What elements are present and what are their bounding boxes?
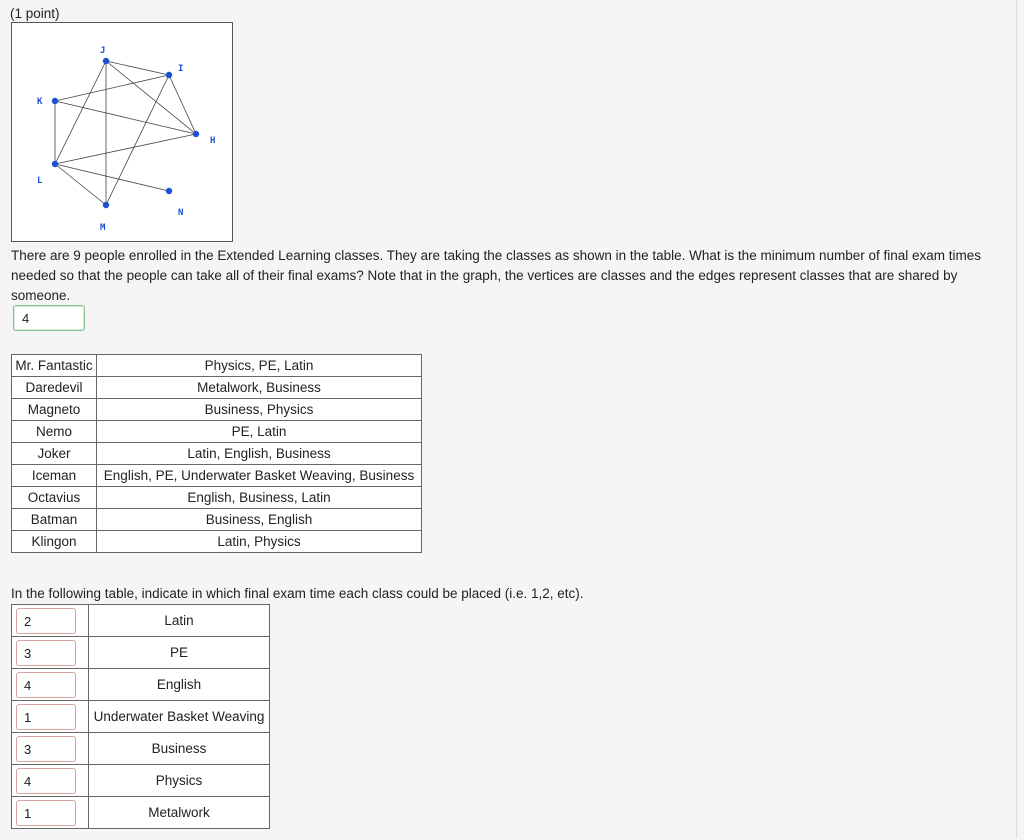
exam-time-input[interactable]: 1 xyxy=(16,704,76,730)
graph-vertex-K xyxy=(52,98,58,104)
table-row xyxy=(12,465,422,487)
person-classes: English, PE, Underwater Basket Weaving, Business xyxy=(97,465,422,487)
table-row xyxy=(12,605,270,637)
graph-vertex-M xyxy=(103,202,109,208)
table-row xyxy=(12,355,422,377)
graph-edge-J-I xyxy=(106,61,169,75)
graph-vertex-label: N xyxy=(178,208,184,218)
exam-time-cell xyxy=(12,669,89,701)
graph-vertex-label: K xyxy=(37,97,43,107)
exam-time-input[interactable]: 4 xyxy=(16,768,76,794)
table-row xyxy=(12,797,270,829)
person-name: Klingon xyxy=(12,531,97,553)
exam-time-cell xyxy=(12,765,89,797)
person-classes: Business, Physics xyxy=(97,399,422,421)
table-row xyxy=(12,531,422,553)
table-row xyxy=(12,669,270,701)
class-name: Underwater Basket Weaving xyxy=(89,701,270,733)
person-name: Octavius xyxy=(12,487,97,509)
person-name: Magneto xyxy=(12,399,97,421)
class-name: Physics xyxy=(89,765,270,797)
exam-time-cell xyxy=(12,797,89,829)
graph-edge-K-H xyxy=(55,101,196,134)
person-name: Mr. Fantastic xyxy=(12,355,97,377)
points-label: (1 point) xyxy=(10,6,60,21)
table-row xyxy=(12,421,422,443)
exam-time-input[interactable]: 3 xyxy=(16,640,76,666)
graph-vertex-N xyxy=(166,188,172,194)
graph-vertex-label: I xyxy=(178,64,184,74)
question-text: There are 9 people enrolled in the Extended Learning classes. They are taking the classes as shown in the table. What is the minimum number of final exam times needed so that the people can take all of their final exams? Note that in the graph, the vertices are classes and the edges represent classes that are shared by someone. xyxy=(11,248,982,303)
class-name: Metalwork xyxy=(89,797,270,829)
class-name: Latin xyxy=(89,605,270,637)
graph-edge-L-H xyxy=(55,134,196,164)
graph-vertex-label: M xyxy=(100,223,106,233)
table-row xyxy=(12,399,422,421)
person-classes: Latin, English, Business xyxy=(97,443,422,465)
person-classes: PE, Latin xyxy=(97,421,422,443)
person-classes: Business, English xyxy=(97,509,422,531)
exam-time-cell xyxy=(12,605,89,637)
person-classes: Latin, Physics xyxy=(97,531,422,553)
instruction-text: In the following table, indicate in which final exam time each class could be placed (i.e. 1,2, etc). xyxy=(11,586,584,601)
table-row xyxy=(12,701,270,733)
graph-vertex-I xyxy=(166,72,172,78)
exam-time-input[interactable]: 3 xyxy=(16,736,76,762)
person-classes: Physics, PE, Latin xyxy=(97,355,422,377)
table-row xyxy=(12,637,270,669)
table-row xyxy=(12,443,422,465)
graph-svg xyxy=(12,23,232,241)
person-name: Joker xyxy=(12,443,97,465)
table-row xyxy=(12,733,270,765)
table-row xyxy=(12,765,270,797)
table-row xyxy=(12,487,422,509)
graph-vertex-label: L xyxy=(37,176,43,186)
table-row xyxy=(12,509,422,531)
graph-image xyxy=(11,22,233,242)
exam-time-input[interactable]: 2 xyxy=(16,608,76,634)
person-name: Batman xyxy=(12,509,97,531)
person-classes: Metalwork, Business xyxy=(97,377,422,399)
person-name: Daredevil xyxy=(12,377,97,399)
exam-time-input[interactable]: 1 xyxy=(16,800,76,826)
graph-edge-I-K xyxy=(55,75,169,101)
graph-vertex-label: H xyxy=(210,136,216,146)
min-exam-times-input[interactable]: 4 xyxy=(13,305,85,331)
exam-time-cell xyxy=(12,733,89,765)
exam-time-cell xyxy=(12,701,89,733)
graph-edge-J-L xyxy=(55,61,106,164)
graph-edge-I-H xyxy=(169,75,196,134)
class-name: English xyxy=(89,669,270,701)
exam-time-input[interactable]: 4 xyxy=(16,672,76,698)
graph-vertex-J xyxy=(103,58,109,64)
graph-vertex-L xyxy=(52,161,58,167)
class-name: Business xyxy=(89,733,270,765)
person-name: Iceman xyxy=(12,465,97,487)
table-row xyxy=(12,377,422,399)
graph-edge-I-M xyxy=(106,75,169,205)
person-name: Nemo xyxy=(12,421,97,443)
exam-schedule-table xyxy=(11,604,270,829)
enrollment-table xyxy=(11,354,422,553)
exam-time-cell xyxy=(12,637,89,669)
graph-vertex-label: J xyxy=(100,46,106,56)
graph-vertex-H xyxy=(193,131,199,137)
class-name: PE xyxy=(89,637,270,669)
person-classes: English, Business, Latin xyxy=(97,487,422,509)
